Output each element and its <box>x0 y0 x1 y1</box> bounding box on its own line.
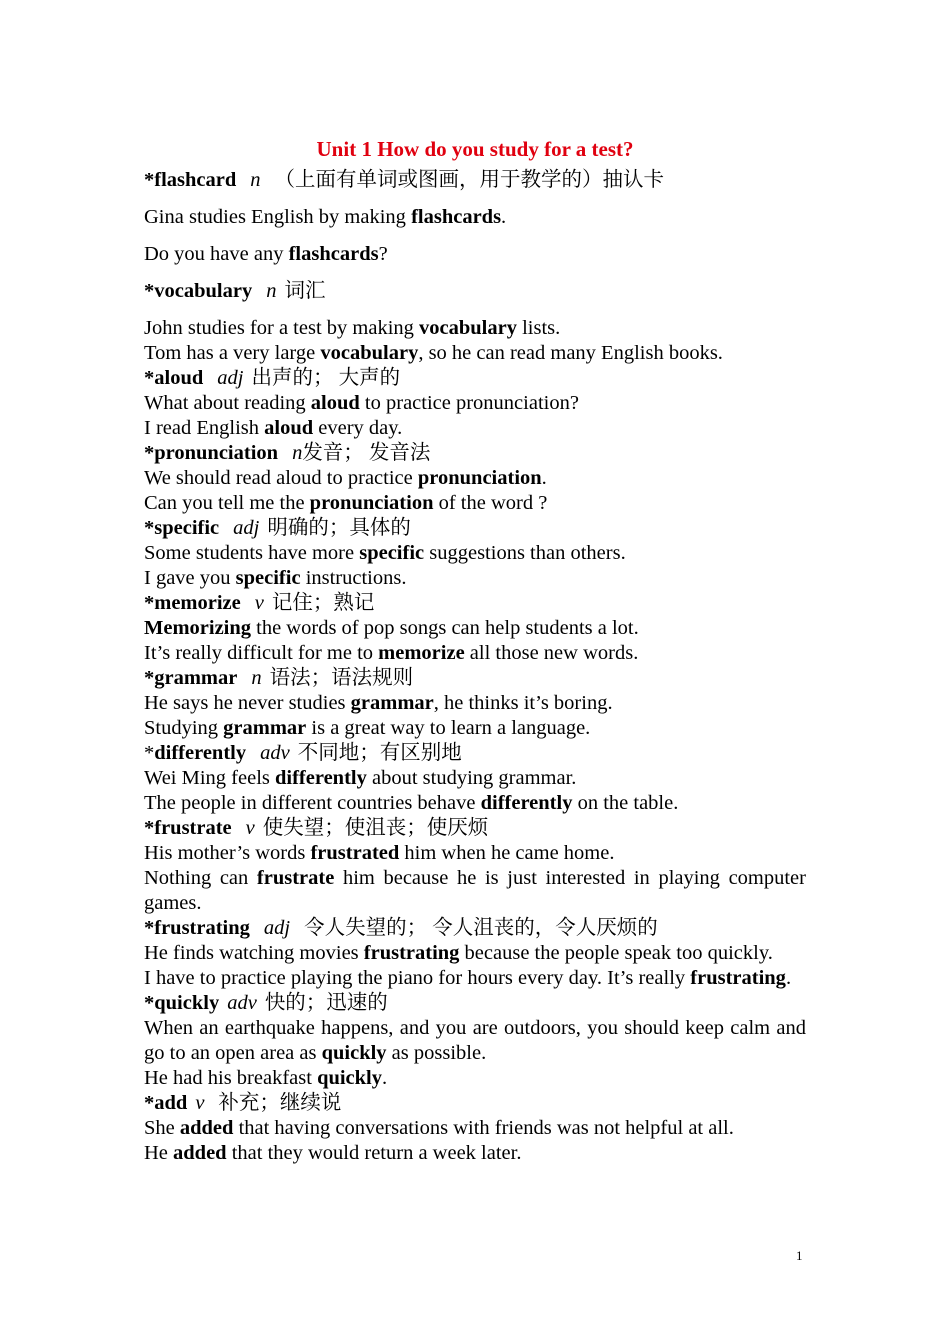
part-of-speech: adj <box>233 517 260 539</box>
part-of-speech: n <box>250 169 261 191</box>
example-sentence: Nothing can frustrate him because he is just interested in playing computer games. <box>144 867 806 914</box>
headword: *flashcard <box>144 169 237 191</box>
example-sentence: Can you tell me the pronunciation of the word ? <box>144 492 548 514</box>
headword: *aloud <box>144 367 204 389</box>
headword: differently <box>154 742 247 764</box>
headword: *quickly <box>144 992 220 1014</box>
meaning: 词汇 <box>284 280 326 302</box>
entry-differently <box>144 741 806 766</box>
page-number: 1 <box>796 1248 803 1263</box>
entry-pronunciation <box>144 441 806 466</box>
entry-flashcard <box>144 168 806 193</box>
part-of-speech: n <box>266 280 277 302</box>
example-sentence: Memorizing the words of pop songs can help students a lot. <box>144 617 639 639</box>
example-sentence: John studies for a test by making vocabulary lists. <box>144 317 561 339</box>
example-sentence: Studying grammar is a great way to learn a language. <box>144 717 591 739</box>
example-sentence: He had his breakfast quickly. <box>144 1067 388 1089</box>
entry-frustrate <box>144 816 806 841</box>
entry-quickly <box>144 991 806 1016</box>
entry-vocabulary <box>144 279 806 304</box>
example-sentence: He finds watching movies frustrating because the people speak too quickly. <box>144 942 773 964</box>
meaning: 出声的； 大声的 <box>251 367 401 389</box>
meaning: 令人失望的； 令人沮丧的，令人厌烦的 <box>304 917 658 939</box>
headword-prefix: * <box>144 742 155 764</box>
example-sentence: The people in different countries behave differently on the table. <box>144 792 679 814</box>
headword: *memorize <box>144 592 241 614</box>
example-sentence: Some students have more specific suggestions than others. <box>144 542 626 564</box>
example-sentence: I have to practice playing the piano for hours every day. It’s really frustrating. <box>144 967 792 989</box>
example-sentence: I gave you specific instructions. <box>144 567 407 589</box>
part-of-speech: v <box>195 1092 205 1114</box>
part-of-speech: v <box>254 592 264 614</box>
example-sentence: Gina studies English by making flashcards. <box>144 206 507 228</box>
headword: *frustrating <box>144 917 250 939</box>
part-of-speech: adj <box>217 367 244 389</box>
example-sentence: Do you have any flashcards? <box>144 243 388 265</box>
meaning: 发音； 发音法 <box>302 442 431 464</box>
entry-frustrating <box>144 916 806 941</box>
example-sentence: Wei Ming feels differently about studying grammar. <box>144 767 577 789</box>
part-of-speech: adj <box>263 917 291 939</box>
entry-grammar <box>144 666 806 691</box>
meaning: 快的；迅速的 <box>264 992 388 1014</box>
meaning: 使失望；使沮丧；使厌烦 <box>262 817 489 839</box>
entry-add <box>144 1091 806 1116</box>
page-title: Unit 1 How do you study for a test? <box>316 137 634 161</box>
meaning: 不同地；有区别地 <box>297 742 462 764</box>
part-of-speech: adv <box>260 742 290 764</box>
headword: *pronunciation <box>144 442 279 464</box>
headword: *specific <box>144 517 220 539</box>
example-sentence: It’s really difficult for me to memorize all those new words. <box>144 642 639 664</box>
part-of-speech: adv <box>227 992 257 1014</box>
entry-aloud <box>144 366 806 391</box>
headword: *frustrate <box>144 817 232 839</box>
entry-specific <box>144 516 806 541</box>
part-of-speech: n <box>251 667 262 689</box>
example-sentence: We should read aloud to practice pronunciation. <box>144 467 547 489</box>
headword: *grammar <box>144 667 238 689</box>
meaning: 补充；继续说 <box>218 1092 342 1114</box>
meaning: 语法；语法规则 <box>269 667 414 689</box>
example-sentence: He added that they would return a week later. <box>144 1142 522 1164</box>
example-sentence: He says he never studies grammar, he thinks it’s boring. <box>144 692 613 714</box>
headword: *vocabulary <box>144 280 253 302</box>
part-of-speech: v <box>245 817 255 839</box>
entry-memorize <box>144 591 806 616</box>
example-sentence: Tom has a very large vocabulary, so he can read many English books. <box>144 342 723 364</box>
example-sentence: What about reading aloud to practice pronunciation? <box>144 392 579 414</box>
example-sentence: His mother’s words frustrated him when he came home. <box>144 842 615 864</box>
meaning: 记住；熟记 <box>271 592 375 614</box>
meaning: 明确的；具体的 <box>267 517 411 539</box>
example-sentence: When an earthquake happens, and you are outdoors, you should keep calm and go to an open area as quickly as possible. <box>144 1017 806 1064</box>
headword: *add <box>144 1092 188 1114</box>
part-of-speech: n <box>292 442 303 464</box>
meaning: （上面有单词或图画，用于教学的）抽认卡 <box>274 169 664 191</box>
example-sentence: I read English aloud every day. <box>144 417 403 439</box>
document-page <box>144 134 806 1166</box>
example-sentence: She added that having conversations with friends was not helpful at all. <box>144 1117 734 1139</box>
